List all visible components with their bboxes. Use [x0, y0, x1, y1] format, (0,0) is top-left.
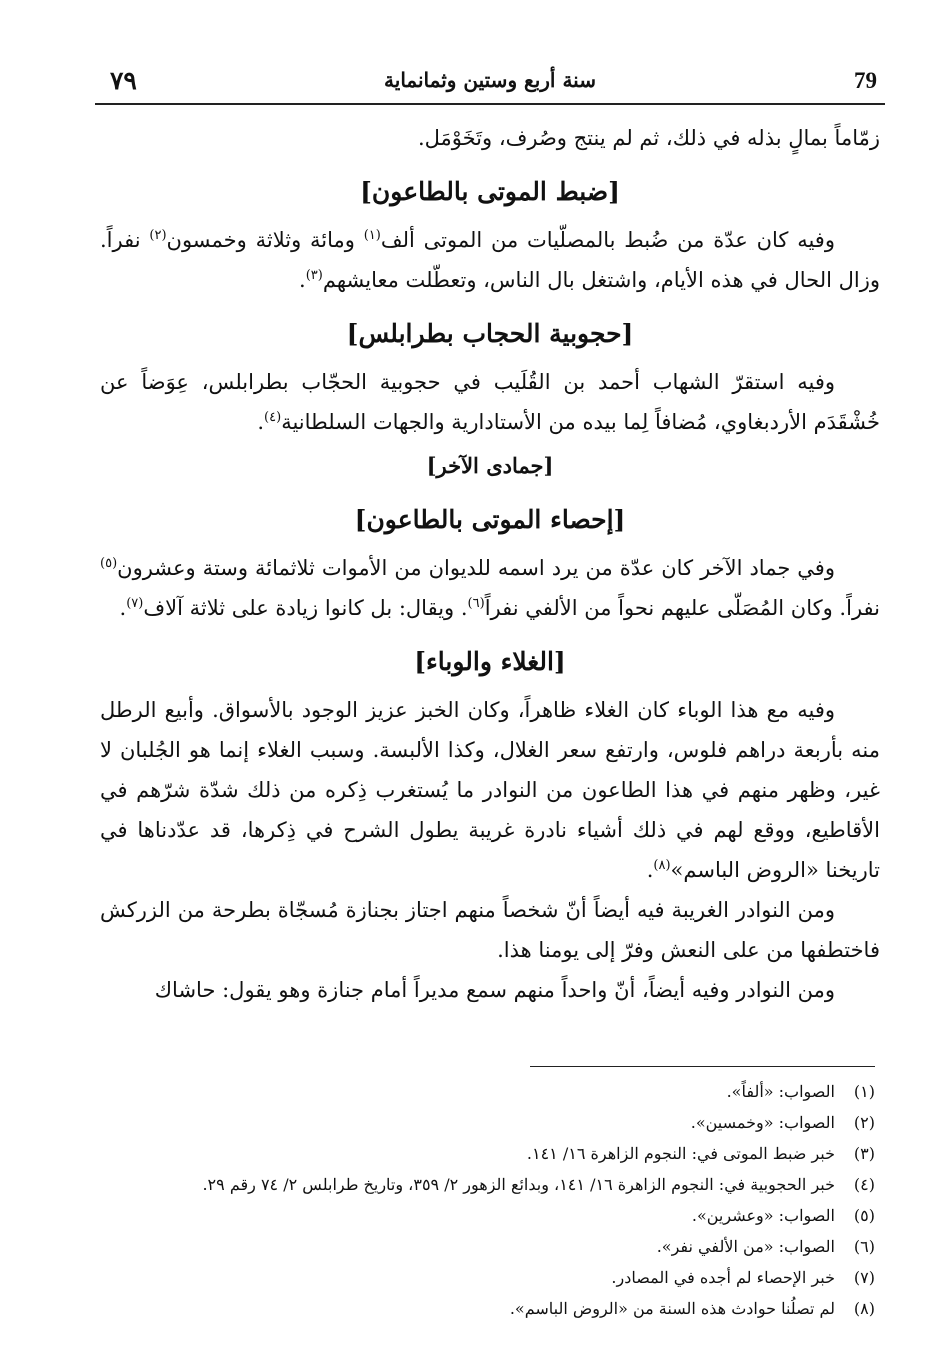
- page-header: [95, 62, 885, 102]
- footnote-ref: (٨): [653, 858, 671, 873]
- footnote-ref: (٦): [467, 596, 485, 611]
- footnote-number: (٧): [853, 1268, 875, 1287]
- footnote-text: الصواب: «من الألفي نفر».: [656, 1237, 835, 1256]
- paragraph-anecdote-2: ومن النوادر وفيه أيضاً، أنّ واحداً منهم سمع مديراً أمام جنازة وهو يقول: حاشاك: [154, 978, 835, 1002]
- footnote: [110, 1107, 875, 1138]
- footnote-number: (٦): [853, 1237, 875, 1256]
- footnote-ref: (٧): [126, 596, 144, 611]
- footnote: [110, 1231, 875, 1262]
- footnote-number: (٣): [853, 1144, 875, 1163]
- footnote-text: خبر الإحصاء لم أجده في المصادر.: [611, 1268, 835, 1287]
- main-text: [100, 118, 880, 1010]
- footnote-ref: (٥): [100, 556, 118, 571]
- footnote-ref: (٤): [264, 410, 282, 425]
- paragraph-famine: وفيه مع هذا الوباء كان الغلاء ظاهراً، وكان الخبز عزيز الوجود بالأسواق. وأبيع الرطل منه بأربعة دراهم فلوس، وارتفع سعر الغلال، وكذا الألبسة. وسبب الغلاء إنما هو الجُلبان لا غير، وظهر منهم في هذا الطاعون من النوادر ما يُستغرب ذِكره من ذلك شدّة شرّهم في الأقاطيع، ووقع لهم في ذلك أشياء نادرة غريبة يطول الشرح في ذِكرها، قد عدّدناها في تاريخنا «الروض الباسم»$^{(٨)}$.: [100, 698, 880, 882]
- section-heading-census: [إحصاء الموتى بالطاعون]: [354, 505, 626, 534]
- footnote: [110, 1293, 875, 1324]
- page-number-arabic: ٧٩: [110, 66, 137, 95]
- footnote-text: لم تصلُنا حوادث هذه السنة من «الروض الباسم».: [509, 1299, 835, 1318]
- header-rule: [95, 103, 885, 105]
- section-heading-death-count: [ضبط الموتى بالطاعون]: [360, 177, 620, 206]
- paragraph-death-count: وفيه كان عدّة من ضُبط بالمصلّيات من الموتى ألف$^{(١)}$ ومائة وثلاثة وخمسون$^{(٢)}$ نفراً. وزال الحال في هذه الأيام، واشتغل بال الناس، وتعطّلت معايشهم$^{(٣)}$.: [100, 228, 880, 292]
- footnote-text: خبر الحجوبية في: النجوم الزاهرة ١٦/ ١٤١، وبدائع الزهور ٢/ ٣٥٩، وتاريخ طرابلس ٢/ ٧٤ رقم ٢٩.: [202, 1175, 835, 1194]
- section-heading-famine: [الغلاء والوباء]: [414, 647, 566, 676]
- footnote-ref: (٣): [305, 268, 323, 283]
- footnotes: [110, 1076, 875, 1324]
- page-number: 79: [854, 68, 877, 93]
- footnote-text: خبر ضبط الموتى في: النجوم الزاهرة ١٦/ ١٤١.: [526, 1144, 835, 1163]
- footnote: [110, 1200, 875, 1231]
- footnote-text: الصواب: «وخمسين».: [690, 1113, 835, 1132]
- running-title: سنة أربع وستين وثمانماية: [384, 68, 596, 92]
- footnote-ref: (١): [363, 228, 381, 243]
- footnote-text: الصواب: «ألفاً».: [726, 1082, 835, 1101]
- paragraph-tripoli: وفيه استقرّ الشهاب أحمد بن القُلَيب في حجوبية الحجّاب بطرابلس، عِوَضاً عن خُشْقَدَم الأردبغاوي، مُضافاً لِما بيده من الأستادارية والجهات السلطانية$^{(٤)}$.: [100, 370, 880, 434]
- footnote-number: (٥): [853, 1206, 875, 1225]
- footnote-number: (٨): [853, 1299, 875, 1318]
- footnote: [110, 1169, 875, 1200]
- footnote-text: الصواب: «وعشرين».: [691, 1206, 835, 1225]
- footnote-number: (٢): [853, 1113, 875, 1132]
- paragraph-anecdote-1: ومن النوادر الغريبة فيه أيضاً أنّ شخصاً منهم اجتاز بجنازة مُسجّاة بطرحة من الزركش فاختطفها من على النعش وفرّ إلى يومنا هذا.: [100, 898, 880, 962]
- footnote: [110, 1138, 875, 1169]
- section-heading-tripoli: [حجوبية الحجاب بطرابلس]: [346, 319, 634, 348]
- paragraph-census: وفي جماد الآخر كان عدّة من يرد اسمه للديوان من الأموات ثلاثمائة وستة وعشرون$^{(٥)}$ نفراً. وكان المُصَلّى عليهم نحواً من الألفي نفراً$^{(٦)}$. ويقال: بل كانوا زيادة على ثلاثة آلاف$^{(٧)}$.: [100, 556, 880, 620]
- footnote-rule: [530, 1066, 875, 1067]
- footnote: [110, 1076, 875, 1107]
- paragraph-continuation: زمّاماً بمالٍ بذله في ذلك، ثم لم ينتج وصُرف، وتَخَوْمَل.: [417, 126, 880, 150]
- footnote-number: (١): [853, 1082, 875, 1101]
- footnote-ref: (٢): [149, 228, 167, 243]
- footnote: [110, 1262, 875, 1293]
- month-heading: [جمادى الآخر]: [426, 453, 554, 478]
- footnote-number: (٤): [853, 1175, 875, 1194]
